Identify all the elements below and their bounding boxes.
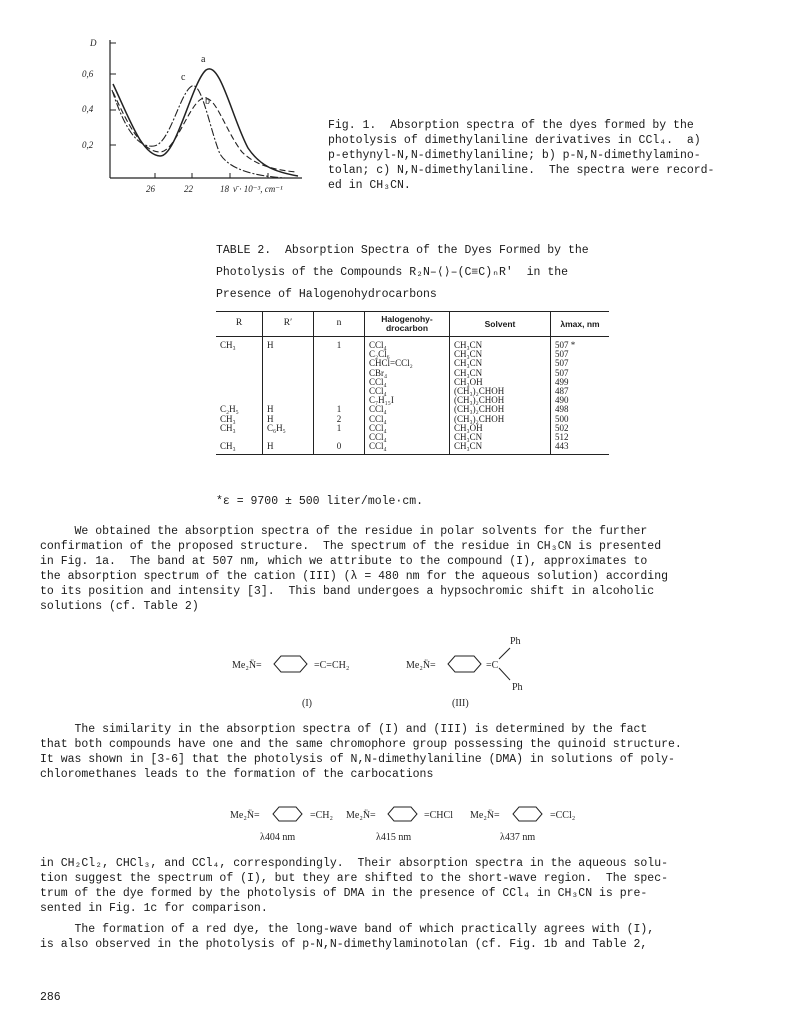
text-line: sented in Fig. 1c for comparison. (40, 902, 268, 915)
structures-i-iii (230, 632, 560, 714)
table-cell: CH₃CN (450, 350, 551, 359)
text-line: We obtained the absorption spectra of the residue in polar solvents for the further (40, 525, 648, 538)
ring-shape (274, 656, 307, 672)
table-cell (263, 378, 314, 387)
table-cell: 1 (314, 337, 365, 351)
paragraph (40, 722, 770, 782)
table-cell: 499 (551, 378, 610, 387)
table-cell (314, 387, 365, 396)
table-cell (314, 378, 365, 387)
ring-shape (513, 807, 542, 821)
table-row (216, 387, 609, 396)
table-cell: CH₃CN (450, 442, 551, 455)
x-tick-label: 26 (146, 184, 155, 194)
table-row (216, 369, 609, 378)
table-row (216, 378, 609, 387)
curve-label-c: c (181, 72, 186, 83)
carbocation-structures (228, 800, 598, 846)
carbocation-left: Me₂N̈= (470, 810, 500, 821)
text-line: to its position and intensity [3]. This band undergoes a hypsochromic shift in alcoholic (40, 585, 655, 598)
figure-caption (328, 118, 768, 193)
table-cell: 498 (551, 405, 610, 414)
y-tick-label: 0,2 (82, 140, 94, 150)
text-line: tion suggest the spectrum of (I), but they are shifted to the short-wave region. The spec- (40, 872, 669, 885)
table-cell: CCl₄ (365, 337, 450, 351)
table-cell: C₂H₅ (220, 404, 239, 415)
table-cell: CH₃ (220, 422, 236, 433)
table-cell: (CH₃)₂CHOH (450, 387, 551, 396)
table-cell (314, 369, 365, 378)
curve-c (112, 86, 285, 178)
table-cell: CCl₄ (365, 387, 450, 396)
paragraph (40, 856, 770, 916)
table-cell: 507 * (551, 337, 610, 351)
text-line: confirmation of the proposed structure. The spectrum of the residue in CH₃CN is presented (40, 540, 662, 553)
table-header: λmax, nm (551, 312, 610, 337)
table-title-line: Presence of Halogenohydrocarbons (216, 288, 437, 301)
curve-a (113, 69, 298, 176)
table-header: Halogenohy-drocarbon (365, 312, 450, 337)
text-line: is also observed in the photolysis of p-N,N-dimethylaminotolan (cf. Fig. 1b and Table 2, (40, 938, 648, 951)
table-row (216, 359, 609, 368)
text-line: The similarity in the absorption spectra of (I) and (III) is determined by the fact (40, 723, 648, 736)
carbocation-right: =CH₂ (310, 810, 334, 821)
table-cell: CH₃ (220, 340, 236, 350)
table-cell: H (263, 405, 314, 414)
ring-shape (388, 807, 417, 821)
table-row (216, 396, 609, 405)
text-line: The formation of a red dye, the long-wave band of which practically agrees with (I), (40, 923, 655, 936)
curve-label-a: a (201, 54, 206, 65)
table-header: n (314, 312, 365, 337)
table-cell: C₆H₅ (263, 424, 314, 433)
table-cell: 2 (314, 415, 365, 424)
text-line: the absorption spectrum of the cation (III) (λ = 480 nm for the aqueous solution) according (40, 570, 669, 583)
figure-1-plot (80, 30, 310, 200)
y-tick-label: 0,4 (82, 104, 94, 114)
table-cell: 502 (551, 424, 610, 433)
ring-shape (273, 807, 302, 821)
table-cell (263, 369, 314, 378)
table-cell (314, 359, 365, 368)
table-cell (314, 350, 365, 359)
table-cell: CCl₄ (365, 442, 450, 455)
table-cell: CH₃CN (450, 433, 551, 442)
table-cell (263, 387, 314, 396)
table-cell: CCl₄ (365, 378, 450, 387)
table-cell: 500 (551, 415, 610, 424)
y-tick-label: 0,6 (82, 69, 94, 79)
table-cell (216, 350, 263, 359)
structure-iii-ph-bottom: Ph (512, 682, 523, 693)
table-cell: CH₃OH (450, 378, 551, 387)
table-cell: 490 (551, 396, 610, 405)
table-cell: 507 (551, 350, 610, 359)
caption-line: Fig. 1. Absorption spectra of the dyes formed by the (328, 119, 694, 132)
y-axis-title: D (90, 38, 97, 48)
table-cell: CBr₄ (365, 369, 450, 378)
text-line: It was shown in [3-6] that the photolysis of N,N-dimethylaniline (DMA) in solutions of poly- (40, 753, 675, 766)
table-cell: C₇H₁₅I (365, 396, 450, 405)
carbocation-right: =CCl₂ (550, 810, 576, 821)
carbocation-right: =CHCl (424, 810, 453, 821)
table-cell: H (263, 442, 314, 455)
table-cell: 0 (314, 442, 365, 455)
x-tick-label: 22 (184, 184, 193, 194)
table-cell: CH₃ (220, 413, 236, 424)
table-cell: CCl₄ (365, 424, 450, 433)
table-cell: 507 (551, 369, 610, 378)
carbocation-lambda: λ404 nm (260, 832, 296, 843)
table-cell (216, 387, 263, 396)
table-cell: CH₃CN (450, 369, 551, 378)
caption-line: ed in CH₃CN. (328, 179, 411, 192)
table-2-title (216, 240, 636, 306)
table-cell: CCl₄ (365, 433, 450, 442)
table-cell: (CH₃)₂CHOH (450, 405, 551, 414)
table-cell: CCl₄ (365, 405, 450, 414)
caption-line: tolan; c) N,N-dimethylaniline. The spectra were record- (328, 164, 715, 177)
table-cell (216, 359, 263, 368)
table-cell: (CH₃)₂CHOH (450, 415, 551, 424)
table-cell (216, 378, 263, 387)
table-cell: 1 (314, 405, 365, 414)
text-line: trum of the dye formed by the photolysis of DMA in the presence of CCl₄ in CH₃CN is pre- (40, 887, 648, 900)
table-cell: CH₃OH (450, 424, 551, 433)
table-header: R′ (263, 312, 314, 337)
table-row (216, 405, 609, 414)
carbocation-lambda: λ437 nm (500, 832, 536, 843)
carbocation-lambda: λ415 nm (376, 832, 412, 843)
table-cell: 487 (551, 387, 610, 396)
table-footnote: *ε = 9700 ± 500 liter/mole·cm. (216, 495, 424, 508)
table-row (216, 424, 609, 433)
table-cell (263, 350, 314, 359)
table-cell: (CH₃)₂CHOH (450, 396, 551, 405)
caption-line: p-ethynyl-N,N-dimethylaniline; b) p-N,N-dimethylamino- (328, 149, 701, 162)
structure-i-right: =C=CH₂ (314, 660, 350, 671)
structure-iii-label: (III) (452, 698, 469, 709)
table-cell: CH₃CN (450, 359, 551, 368)
text-line: in CH₂Cl₂, CHCl₃, and CCl₄, correspondingly. Their absorption spectra in the aqueous solu- (40, 857, 669, 870)
structure-iii-left: Me₂N̈= (406, 660, 436, 671)
table-cell: H (263, 337, 314, 351)
table-cell: 443 (551, 442, 610, 455)
paragraph (40, 524, 770, 614)
x-tick-label: 18 (220, 184, 229, 194)
text-line: that both compounds have one and the same chromophore group possessing the quinoid structure. (40, 738, 682, 751)
structure-iii-ph-top: Ph (510, 636, 521, 647)
table-cell: CHCl=CCl₂ (365, 359, 450, 368)
caption-line: photolysis of dimethylaniline derivatives in CCl₄. a) (328, 134, 701, 147)
text-line: in Fig. 1a. The band at 507 nm, which we attribute to the compound (I), approximates to (40, 555, 648, 568)
table-cell: CH₃ (216, 442, 263, 455)
table-cell: CH₃CN (450, 337, 551, 351)
x-axis-label: ν̄ · 10⁻³, cm⁻¹ (233, 184, 283, 194)
paragraph (40, 922, 770, 952)
text-line: solutions (cf. Table 2) (40, 600, 199, 613)
table-header: R (216, 312, 263, 337)
table-row (216, 442, 609, 455)
table-cell: 1 (314, 424, 365, 433)
table-cell: CCl₄ (365, 415, 450, 424)
curve-label-b: b (205, 96, 210, 107)
table-title-line: TABLE 2. Absorption Spectra of the Dyes Formed by the (216, 244, 589, 257)
structure-i-left: Me₂N̈= (232, 660, 262, 671)
table-header: Solvent (450, 312, 551, 337)
ring-shape (448, 656, 481, 672)
table-2 (216, 311, 609, 455)
page-number: 286 (40, 991, 61, 1004)
structure-iii-right: =C (486, 660, 499, 671)
table-row (216, 337, 609, 351)
structure-i-label: (I) (302, 698, 312, 709)
table-row (216, 433, 609, 442)
table-cell: C₂Cl₆ (365, 350, 450, 359)
table-title-line: Photolysis of the Compounds R₂N–⟨⟩–(C≡C)ₙR′ in the (216, 266, 569, 279)
table-cell (216, 369, 263, 378)
carbocation-left: Me₂N̈= (230, 810, 260, 821)
carbocation-left: Me₂N̈= (346, 810, 376, 821)
table-cell (263, 359, 314, 368)
text-line: chloromethanes leads to the formation of the carbocations (40, 768, 434, 781)
table-cell: H (263, 415, 314, 424)
table-body (216, 337, 609, 455)
table-cell: 512 (551, 433, 610, 442)
table-cell: 507 (551, 359, 610, 368)
